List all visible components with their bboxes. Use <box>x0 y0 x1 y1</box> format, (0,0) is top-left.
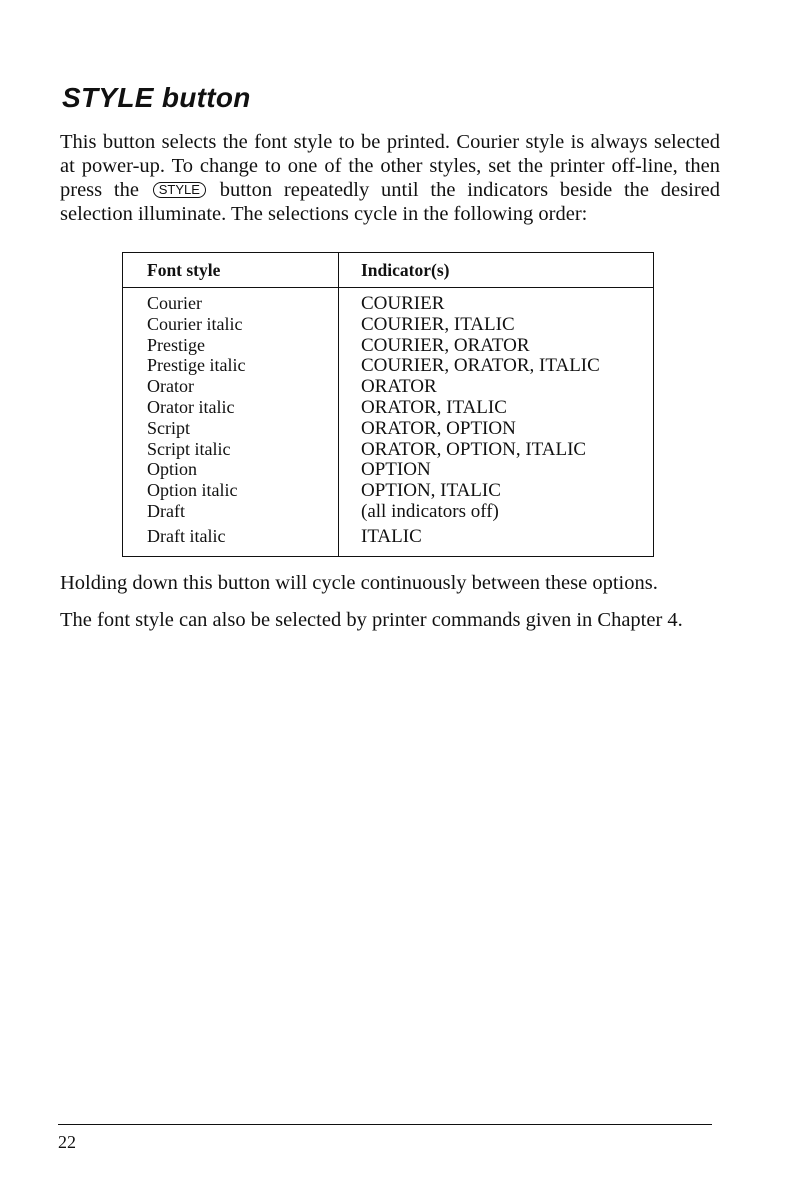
header-font-style: Font style <box>147 260 221 280</box>
indicator-cell: ITALIC <box>361 525 422 547</box>
font-style-cell: Script italic <box>147 438 231 459</box>
indicator-cell: ORATOR, ITALIC <box>361 396 507 418</box>
font-style-cell: Script <box>147 417 190 438</box>
style-key-label: STYLE <box>153 182 206 198</box>
indicator-cell: COURIER, ITALIC <box>361 313 515 335</box>
indicator-cell: COURIER, ORATOR <box>361 334 530 356</box>
font-style-cell: Courier <box>147 293 202 313</box>
intro-paragraph <box>60 130 720 226</box>
intro-text-after-key: button repeatedly until the indicators beside the desired selection illuminate. The selections cycle in the following order: <box>60 179 721 225</box>
footer-rule <box>58 1124 712 1125</box>
font-style-cell: Prestige italic <box>147 355 246 376</box>
table-row <box>123 355 653 376</box>
cycle-note-paragraph: Holding down this button will cycle continuously between these options. <box>60 572 658 594</box>
indicator-cell: ORATOR <box>361 376 437 398</box>
font-style-cell: Option italic <box>147 480 238 501</box>
page-number: 22 <box>58 1132 76 1152</box>
font-style-cell: Orator <box>147 376 194 397</box>
intro-text-before-key: This button selects the font style to be printed. Courier style is always selected at power-up. To change to one of the other styles, set the printer off-line, then press the <box>60 131 720 201</box>
table-header-rule <box>123 287 653 288</box>
table-row <box>123 335 653 356</box>
font-style-cell: Draft italic <box>147 525 226 546</box>
indicator-cell: ORATOR, OPTION, ITALIC <box>361 438 587 460</box>
table-row <box>123 314 653 335</box>
font-style-cell: Draft <box>147 500 185 521</box>
table-row <box>123 501 653 526</box>
table-row <box>123 439 653 460</box>
table-row <box>123 418 653 439</box>
font-style-table <box>122 252 654 557</box>
table-row <box>123 376 653 397</box>
indicator-cell: COURIER <box>361 293 445 314</box>
table-row <box>123 480 653 501</box>
table-row <box>123 459 653 480</box>
indicator-cell: ORATOR, OPTION <box>361 417 516 439</box>
table-row <box>123 397 653 418</box>
indicator-cell: (all indicators off) <box>361 500 499 522</box>
commands-note-paragraph: The font style can also be selected by printer commands given in Chapter 4. <box>60 609 683 631</box>
table-row <box>123 526 653 551</box>
font-style-cell: Prestige <box>147 334 205 355</box>
section-title: STYLE button <box>62 82 251 113</box>
header-indicators: Indicator(s) <box>361 260 450 280</box>
indicator-cell: OPTION <box>361 459 431 481</box>
indicator-cell: OPTION, ITALIC <box>361 480 501 502</box>
font-style-cell: Orator italic <box>147 396 235 417</box>
indicator-cell: COURIER, ORATOR, ITALIC <box>361 355 600 377</box>
table-body <box>123 293 653 551</box>
table-row <box>123 293 653 314</box>
font-style-cell: Option <box>147 459 198 480</box>
font-style-cell: Courier italic <box>147 313 243 334</box>
